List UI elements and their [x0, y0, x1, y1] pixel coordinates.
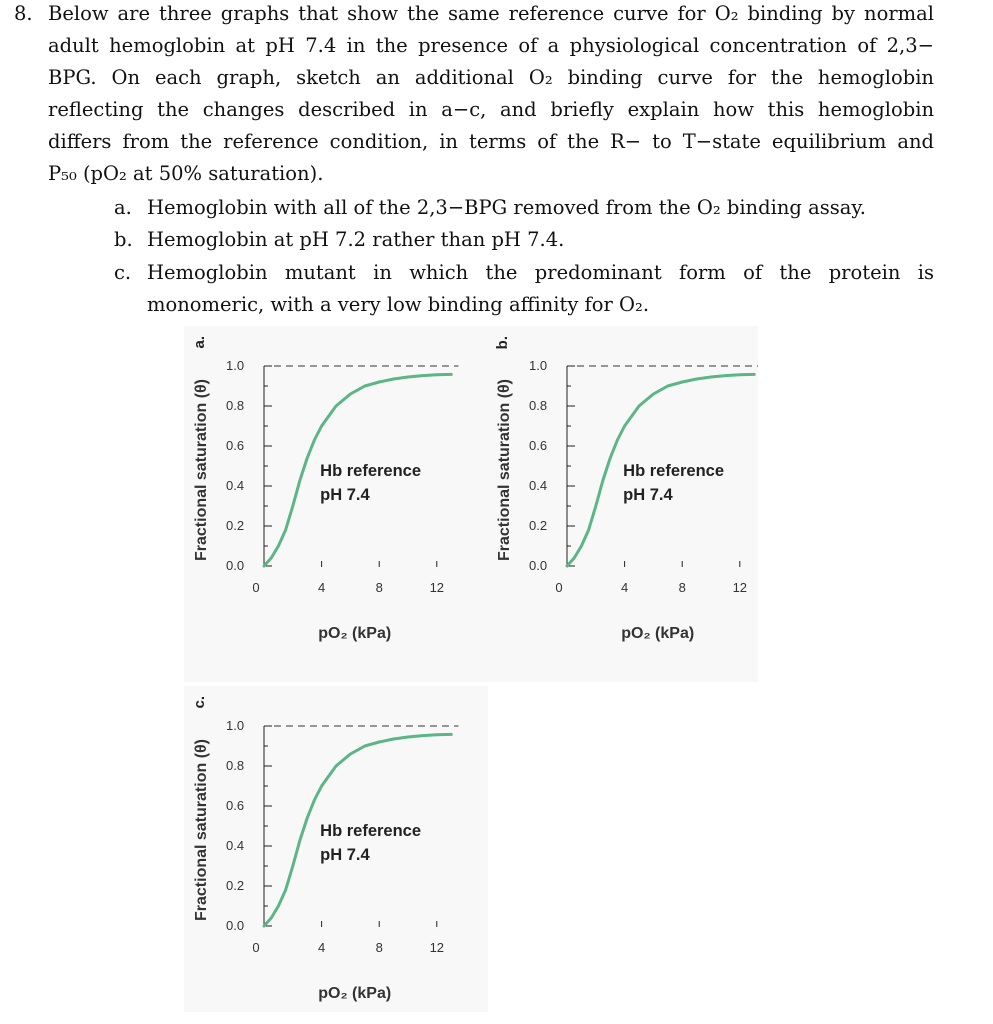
panel-letter: c. [191, 696, 208, 709]
y-tick-label: 0.2 [226, 518, 245, 533]
question-line: reflecting the changes described in a−c, and briefly explain how this hemoglobin [48, 98, 934, 121]
question-number: 8. [14, 2, 33, 25]
x-axis-title: pO₂ (kPa) [318, 985, 392, 1002]
y-tick-label: 0.2 [226, 878, 245, 893]
x-tick-label: 12 [429, 580, 445, 595]
panel-letter: a. [191, 336, 208, 349]
option-letter: b. [114, 228, 133, 251]
option-letter: a. [114, 196, 132, 219]
x-tick-label: 8 [678, 580, 686, 595]
option-text: Hemoglobin at pH 7.2 rather than pH 7.4. [147, 228, 565, 251]
y-tick-label: 0.4 [529, 478, 548, 493]
x-tick-label: 0 [555, 580, 563, 595]
graph-c [184, 686, 488, 1012]
chart-svg [184, 686, 488, 1012]
option-text: Hemoglobin mutant in which the predominant form of the protein is [147, 261, 934, 284]
y-axis-title: Fractional saturation (θ) [193, 379, 210, 561]
y-tick-label: 0.6 [226, 798, 245, 813]
chart-svg [184, 326, 488, 682]
curve-label: pH 7.4 [623, 486, 673, 504]
y-tick-label: 0.4 [226, 838, 245, 853]
curve-label: Hb reference [320, 462, 422, 480]
question-line: differs from the reference condition, in terms of the R− to T−state equilibrium and [48, 130, 934, 153]
question-line: Below are three graphs that show the same reference curve for O₂ binding by normal [48, 2, 934, 25]
y-tick-label: 0.6 [529, 438, 548, 453]
chart-svg [487, 326, 758, 682]
curve-label: pH 7.4 [320, 486, 370, 504]
option-text: Hemoglobin with all of the 2,3−BPG removed from the O₂ binding assay. [147, 196, 866, 219]
y-axis-title: Fractional saturation (θ) [496, 379, 513, 561]
graph-b [487, 326, 758, 682]
y-tick-label: 0.8 [226, 398, 245, 413]
graph-a [184, 326, 488, 682]
option-text: monomeric, with a very low binding affinity for O₂. [147, 293, 650, 316]
y-tick-label: 0.4 [226, 478, 245, 493]
x-tick-label: 0 [252, 940, 260, 955]
y-tick-label: 0.0 [226, 558, 245, 573]
y-tick-label: 1.0 [529, 358, 548, 373]
curve-label: Hb reference [320, 822, 422, 840]
y-tick-label: 0.2 [529, 518, 548, 533]
x-tick-label: 4 [620, 580, 629, 595]
x-tick-label: 0 [252, 580, 260, 595]
y-tick-label: 0.8 [529, 398, 548, 413]
x-axis-title: pO₂ (kPa) [318, 625, 392, 642]
y-tick-label: 1.0 [226, 718, 245, 733]
y-axis-title: Fractional saturation (θ) [193, 739, 210, 921]
x-tick-label: 12 [732, 580, 748, 595]
question-line: BPG. On each graph, sketch an additional O₂ binding curve for the hemoglobin [48, 66, 934, 89]
question-line: adult hemoglobin at pH 7.4 in the presence of a physiological concentration of 2,3− [48, 34, 934, 57]
y-tick-label: 0.0 [529, 558, 548, 573]
y-tick-label: 0.6 [226, 438, 245, 453]
curve-label: Hb reference [623, 462, 725, 480]
question-line: P₅₀ (pO₂ at 50% saturation). [48, 162, 324, 185]
y-tick-label: 0.0 [226, 918, 245, 933]
x-tick-label: 12 [429, 940, 445, 955]
option-letter: c. [114, 261, 132, 284]
x-tick-label: 4 [317, 940, 326, 955]
panel-letter: b. [494, 336, 511, 350]
y-tick-label: 1.0 [226, 358, 245, 373]
x-tick-label: 8 [375, 940, 383, 955]
y-tick-label: 0.8 [226, 758, 245, 773]
curve-label: pH 7.4 [320, 846, 370, 864]
x-tick-label: 4 [317, 580, 326, 595]
x-tick-label: 8 [375, 580, 383, 595]
x-axis-title: pO₂ (kPa) [621, 625, 695, 642]
